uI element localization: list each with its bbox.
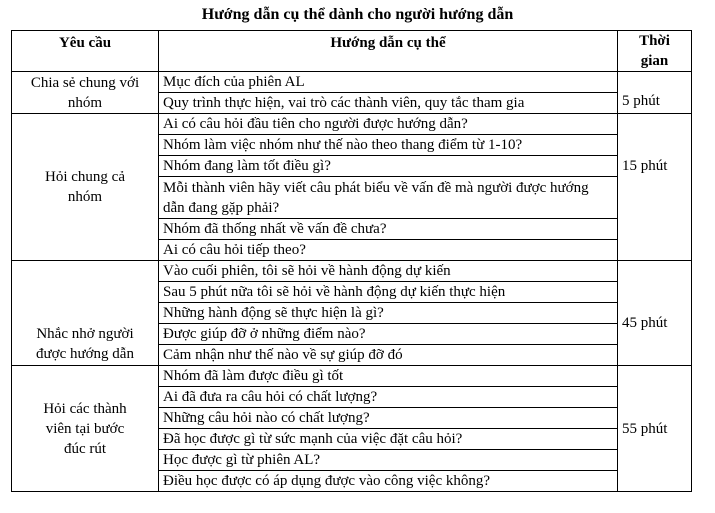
header-requirement: Yêu cầu <box>12 31 159 72</box>
requirement-cell: Hỏi các thành viên tại bước đúc rút <box>12 366 159 492</box>
requirement-cell: Chia sẻ chung với nhóm <box>12 72 159 114</box>
guidance-item: Học được gì từ phiên AL? <box>159 450 618 471</box>
guidance-item: Nhóm đã làm được điều gì tốt <box>159 366 618 387</box>
requirement-cell: Nhắc nhở người được hướng dẫn <box>12 261 159 366</box>
guidance-item: Đã học được gì từ sức mạnh của việc đặt câu hỏi? <box>159 429 618 450</box>
time-cell: 55 phút <box>618 366 692 492</box>
guidance-item: Ai có câu hỏi đầu tiên cho người được hướng dẫn? <box>159 114 618 135</box>
guidance-item: Quy trình thực hiện, vai trò các thành viên, quy tắc tham gia <box>159 93 618 114</box>
table-row <box>12 366 692 387</box>
table-title: Hướng dẫn cụ thể dành cho người hướng dẫn <box>201 6 514 23</box>
guidance-item: Cảm nhận như thế nào về sự giúp đỡ đó <box>159 345 618 366</box>
guidance-item: Nhóm đã thống nhất về vấn đề chưa? <box>159 219 618 240</box>
table-row <box>12 72 692 93</box>
guidance-item: Nhóm làm việc nhóm như thế nào theo thang điểm từ 1-10? <box>159 135 618 156</box>
guidance-item: Mỗi thành viên hãy viết câu phát biểu về vấn đề mà người được hướng dẫn đang gặp phải? <box>159 177 618 219</box>
time-cell: 15 phút <box>618 114 692 261</box>
guidance-item: Điều học được có áp dụng được vào công việc không? <box>159 471 618 492</box>
guidance-item: Những câu hỏi nào có chất lượng? <box>159 408 618 429</box>
time-cell: 5 phút <box>618 72 692 114</box>
header-guidance: Hướng dẫn cụ thể <box>159 31 618 72</box>
requirement-cell: Hỏi chung cả nhóm <box>12 114 159 261</box>
guidance-item: Vào cuối phiên, tôi sẽ hỏi về hành động dự kiến <box>159 261 618 282</box>
header-row <box>12 31 692 72</box>
guidance-item: Nhóm đang làm tốt điều gì? <box>159 156 618 177</box>
time-cell: 45 phút <box>618 261 692 366</box>
guidance-item: Ai đã đưa ra câu hỏi có chất lượng? <box>159 387 618 408</box>
guidance-item: Mục đích của phiên AL <box>159 72 618 93</box>
guidance-item: Sau 5 phút nữa tôi sẽ hỏi về hành động dự kiến thực hiện <box>159 282 618 303</box>
guidance-item: Ai có câu hỏi tiếp theo? <box>159 240 618 261</box>
guidance-item: Những hành động sẽ thực hiện là gì? <box>159 303 618 324</box>
guidance-item: Được giúp đỡ ở những điểm nào? <box>159 324 618 345</box>
guidance-table <box>11 30 692 492</box>
table-row <box>12 114 692 135</box>
table-row <box>12 261 692 282</box>
header-time: Thời gian <box>618 31 692 72</box>
